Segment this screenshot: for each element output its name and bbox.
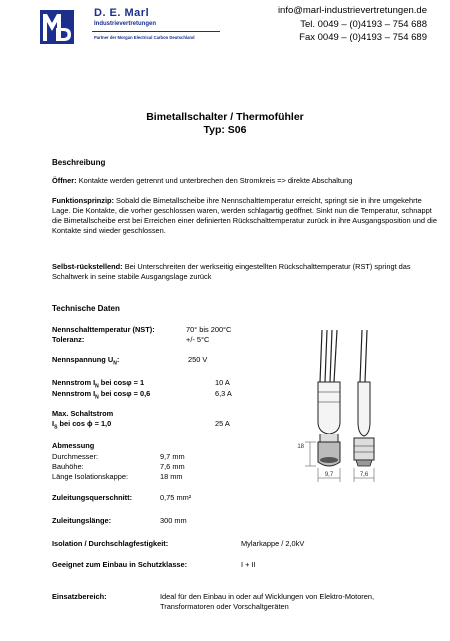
selbst-label: Selbst-rückstellend: (52, 262, 123, 271)
nennspannung-label (52, 355, 119, 366)
paragraph-funktionsprinzip (52, 196, 437, 236)
paragraph-selbst-rueckstellend (52, 262, 437, 282)
nennspannung-colon: : (116, 355, 120, 364)
einsatzbereich-line-1: Ideal für den Einbau in oder auf Wicklungen von Elektro-Motoren, (160, 592, 375, 601)
section-heading-beschreibung: Beschreibung (52, 158, 106, 167)
document-title: Bimetallschalter / Thermofühler (146, 111, 304, 123)
partner-line: Partner der Morgan Electrical Carbon Deutschland (94, 35, 195, 40)
contact-email[interactable]: info@marl-industrievertretungen.de (277, 5, 427, 16)
selbst-text: Bei Unterschreiten der werkseitig eingestellten Rückschalttemperatur (RST) springt das Schaltwerk in seine stabile Ausgangslage zurück (52, 262, 411, 281)
querschnitt-value: 0,75 mm² (160, 493, 192, 502)
paragraph-offner (52, 176, 437, 186)
toleranz-label: Toleranz: (52, 335, 85, 344)
abmessung-heading: Abmessung (52, 441, 95, 450)
offner-label: Öffner: (52, 176, 77, 185)
max-schaltstrom-value: 25 A (215, 419, 230, 428)
max-schaltstrom-pre: I (52, 419, 55, 428)
nennstrom-2-post: bei cosφ = 0,6 (98, 389, 151, 398)
nennstrom-2-subscript: N (95, 394, 99, 401)
front-view (318, 330, 340, 466)
prinzip-label: Funktionsprinzip: (52, 196, 114, 205)
schutzklasse-label: Geeignet zum Einbau in Schutzklasse: (52, 560, 188, 569)
zuleitungslaenge-label: Zuleitungslänge: (52, 516, 112, 525)
nennstrom-2-label (52, 389, 150, 400)
company-name: D. E. Marl (94, 7, 150, 19)
nennspannung-value: 250 V (188, 355, 208, 364)
nennspannung-subscript: N (113, 360, 117, 367)
einsatzbereich-label: Einsatzbereich: (52, 592, 107, 601)
contact-fax: Fax 0049 – (0)4193 – 754 689 (299, 32, 427, 43)
dimension-height-2-label: 7,6 (359, 472, 369, 478)
isolation-label: Isolation / Durchschlagfestigkeit: (52, 539, 169, 548)
zuleitungslaenge-value: 300 mm (160, 516, 187, 525)
isolationskappe-label: Länge Isolationskappe: (52, 472, 129, 481)
side-view (354, 330, 374, 466)
bauhoehe-label: Bauhöhe: (52, 462, 84, 471)
nennspannung-label-text: Nennspannung U (52, 355, 114, 364)
isolationskappe-value: 18 mm (160, 472, 183, 481)
nennstrom-1-post: bei cosφ = 1 (98, 378, 145, 387)
max-schaltstrom-subscript: S (54, 424, 58, 431)
isolation-value: Mylarkappe / 2,0kV (241, 539, 305, 548)
dimension-height (305, 442, 316, 466)
nennstrom-1-subscript: N (95, 383, 99, 390)
nennstrom-1-value: 10 A (215, 378, 230, 387)
durchmesser-label: Durchmesser: (52, 452, 98, 461)
company-logo (40, 10, 74, 44)
prinzip-text: Sobald die Bimetallscheibe ihre Nennschalttemperatur erreicht, springt sie in ihre umgekehrte Lage. Die Kontakte, die vorher geschlossen waren, werden schlagartig geöffnet. Sinkt nun die Temperatur, schnappt die Bimetallscheibe erst bei Erreichen einer definierten Rückschalttemperatur zurück in ihre Ausgangsposition und die Kontakte sind wieder geschlossen. (52, 196, 437, 235)
max-schaltstrom-post: bei cos ϕ = 1,0 (57, 419, 112, 428)
company-subtitle: Industrievertretungen (94, 21, 157, 27)
nst-value: 70° bis 200°C (186, 325, 232, 334)
logo-divider (92, 31, 220, 32)
nennstrom-1-label (52, 378, 144, 389)
durchmesser-value: 9,7 mm (160, 452, 185, 461)
contact-phone: Tel. 0049 – (0)4193 – 754 688 (300, 19, 427, 30)
nennstrom-2-value: 6,3 A (215, 389, 232, 398)
dimension-height-label: 18 (297, 444, 304, 450)
nennstrom-1-pre: Nennstrom I (52, 378, 96, 387)
sensor-technical-drawing (296, 330, 406, 492)
nennstrom-2-pre: Nennstrom I (52, 389, 96, 398)
nst-label: Nennschalttemperatur (NST): (52, 325, 155, 334)
max-schaltstrom-label: Max. Schaltstrom (52, 409, 114, 418)
max-schaltstrom-condition (52, 419, 111, 430)
document-type: Typ: S06 (203, 124, 247, 136)
section-heading-technische-daten: Technische Daten (52, 304, 120, 313)
schutzklasse-value: I + II (241, 560, 256, 569)
offner-text: Kontakte werden getrennt und unterbrechen den Stromkreis => direkte Abschaltung (76, 176, 353, 185)
toleranz-value: +/- 5°C (186, 335, 210, 344)
einsatzbereich-line-2: Transformatoren oder Vorschaltgeräten (160, 602, 289, 611)
dimension-diameter-label: 9,7 (324, 472, 334, 478)
querschnitt-label: Zuleitungsquerschnitt: (52, 493, 133, 502)
bauhoehe-value: 7,6 mm (160, 462, 185, 471)
